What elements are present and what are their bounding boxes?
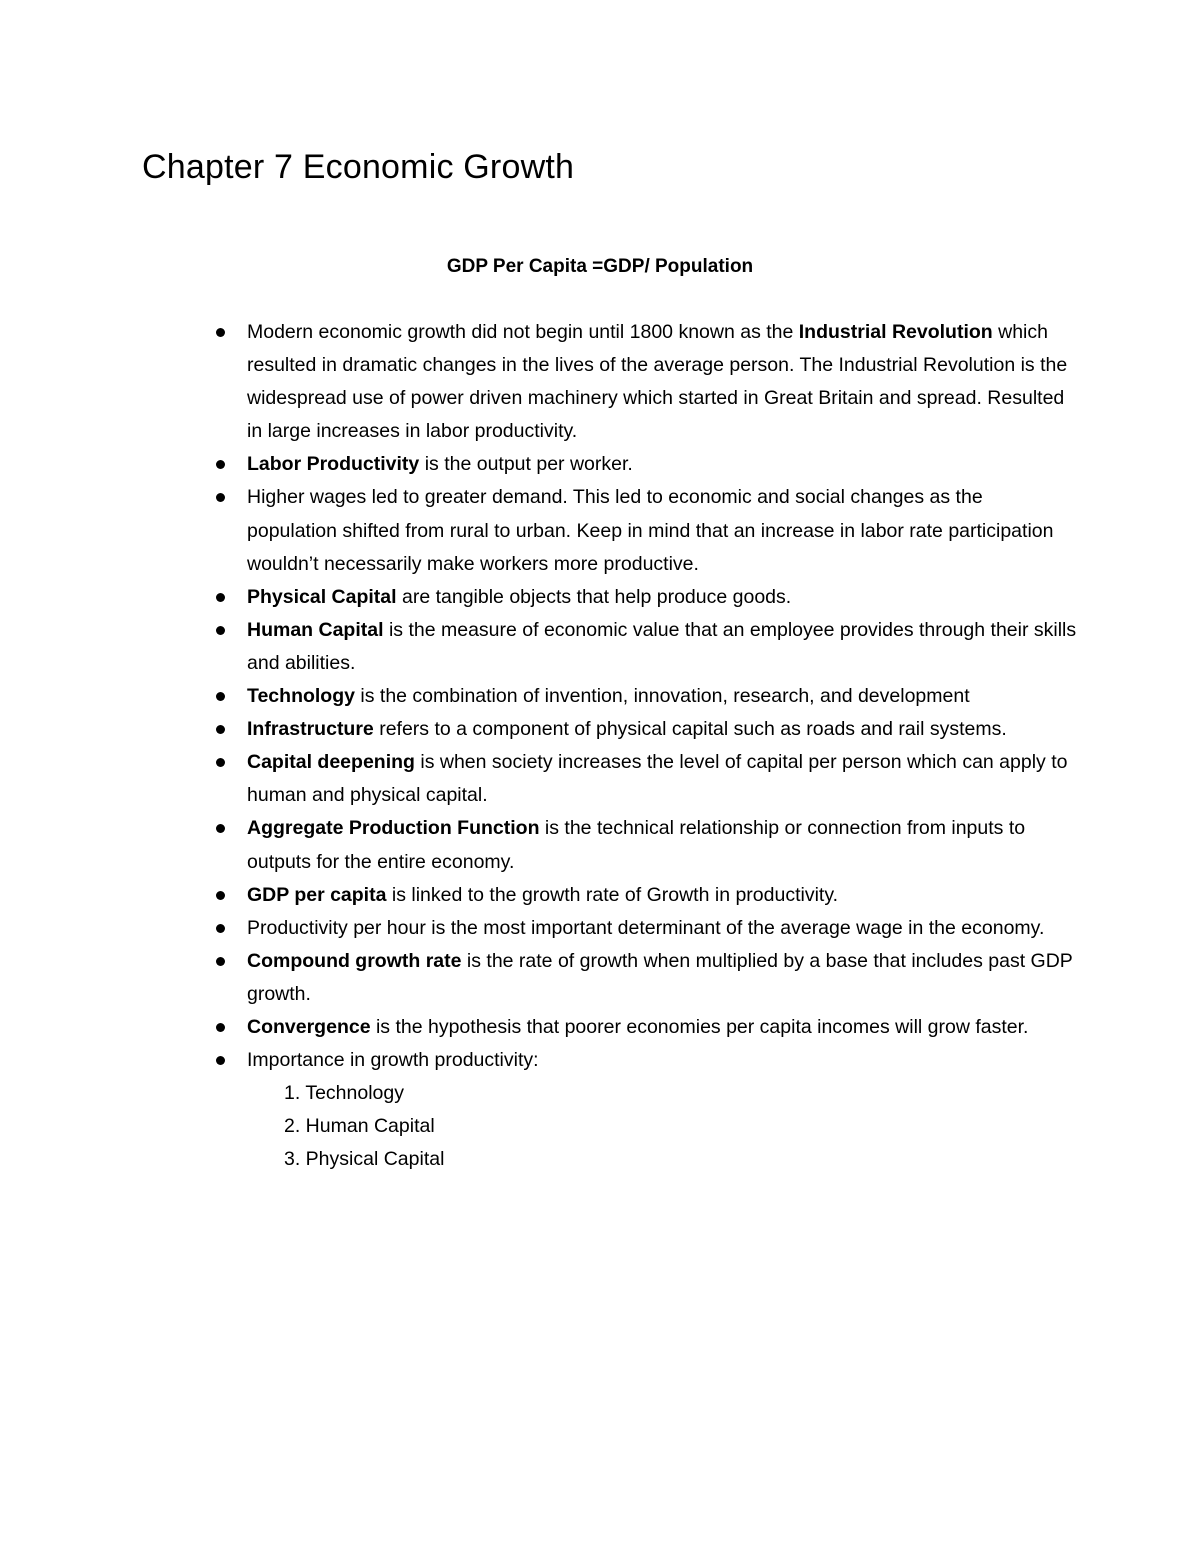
defined-term: Infrastructure [247, 718, 374, 741]
defined-term: Capital deepening [247, 751, 415, 774]
numbered-list-item: 1. Technology [284, 1082, 404, 1105]
bullet-item [247, 481, 1077, 580]
bullet-list [247, 316, 1077, 1176]
bullet-item [247, 713, 1077, 746]
defined-term: Aggregate Production Function [247, 817, 540, 840]
bullet-text: is the rate of growth when multiplied by a base that includes past GDP growth. [247, 949, 1073, 1005]
bullet-point-icon [216, 891, 225, 900]
bullet-text: is the technical relationship or connection from inputs to outputs for the entire economy. [247, 817, 1026, 873]
bullet-point-icon [216, 493, 225, 502]
bullet-text: Importance in growth productivity: [247, 1049, 539, 1072]
bullet-item [247, 581, 1077, 614]
bullet-point-icon [216, 593, 225, 602]
bullet-text: refers to a component of physical capital such as roads and rail systems. [373, 718, 1007, 741]
defined-term: Convergence [247, 1015, 371, 1038]
bullet-point-icon [216, 957, 225, 966]
bullet-item [247, 912, 1077, 945]
bullet-point-icon [216, 692, 225, 701]
bullet-text: is when society increases the level of capital per person which can apply to human and physical capital. [247, 751, 1068, 807]
bullet-item [247, 945, 1077, 1011]
bullet-item [247, 1011, 1077, 1044]
defined-term: Technology [247, 685, 355, 708]
bullet-item [247, 448, 1077, 481]
bullet-item [247, 614, 1077, 680]
defined-term: GDP per capita [247, 883, 387, 906]
defined-term: Human Capital [247, 618, 384, 641]
bullet-point-icon [216, 725, 225, 734]
bullet-item [247, 746, 1077, 812]
numbered-list [247, 1077, 1077, 1176]
bullet-point-icon [216, 626, 225, 635]
bullet-item [247, 879, 1077, 912]
bullet-text: Modern economic growth did not begin until 1800 known as the [247, 321, 799, 343]
bullet-text: are tangible objects that help produce goods. [396, 585, 792, 608]
bullet-text: Higher wages led to greater demand. This led to economic and social changes as the population shifted from rural to urban. Keep in mind that an increase in labor rate participation wouldn’t necessarily make workers more productive. [247, 486, 1054, 575]
bullet-text: is the hypothesis that poorer economies per capita incomes will grow faster. [370, 1015, 1029, 1038]
bullet-item [247, 316, 1077, 448]
bullet-point-icon [216, 1023, 225, 1032]
bullet-text: is the combination of invention, innovation, research, and development [354, 685, 970, 708]
document-title: Chapter 7 Economic Growth [142, 148, 575, 186]
defined-term: Physical Capital [247, 585, 397, 608]
bullet-item [247, 1044, 1077, 1176]
bullet-point-icon [216, 460, 225, 469]
bullet-text: is the measure of economic value that an employee provides through their skills and abilities. [247, 618, 1077, 674]
bullet-text: Productivity per hour is the most important determinant of the average wage in the economy. [247, 916, 1045, 939]
bullet-item [247, 680, 1077, 713]
numbered-list-item: 2. Human Capital [284, 1115, 435, 1138]
bullet-text: is linked to the growth rate of Growth in productivity. [386, 883, 839, 906]
bullet-text: is the output per worker. [419, 453, 633, 476]
bullet-point-icon [216, 824, 225, 833]
bullet-point-icon [216, 328, 225, 337]
bullet-point-icon [216, 1056, 225, 1065]
bullet-text: which resulted in dramatic changes in the lives of the average person. The Industrial Revolution is the widespread use of power driven machinery which started in Great Britain and spread. Resulted in large increases in labor productivity. [247, 321, 1068, 443]
formula-heading: GDP Per Capita =GDP/ Population [446, 256, 754, 277]
numbered-list-item: 3. Physical Capital [284, 1148, 445, 1171]
defined-term: Labor Productivity [247, 453, 420, 476]
bullet-item [247, 812, 1077, 878]
bullet-point-icon [216, 758, 225, 767]
defined-term: Industrial Revolution [798, 321, 993, 343]
bullet-point-icon [216, 924, 225, 933]
defined-term: Compound growth rate [247, 949, 462, 972]
